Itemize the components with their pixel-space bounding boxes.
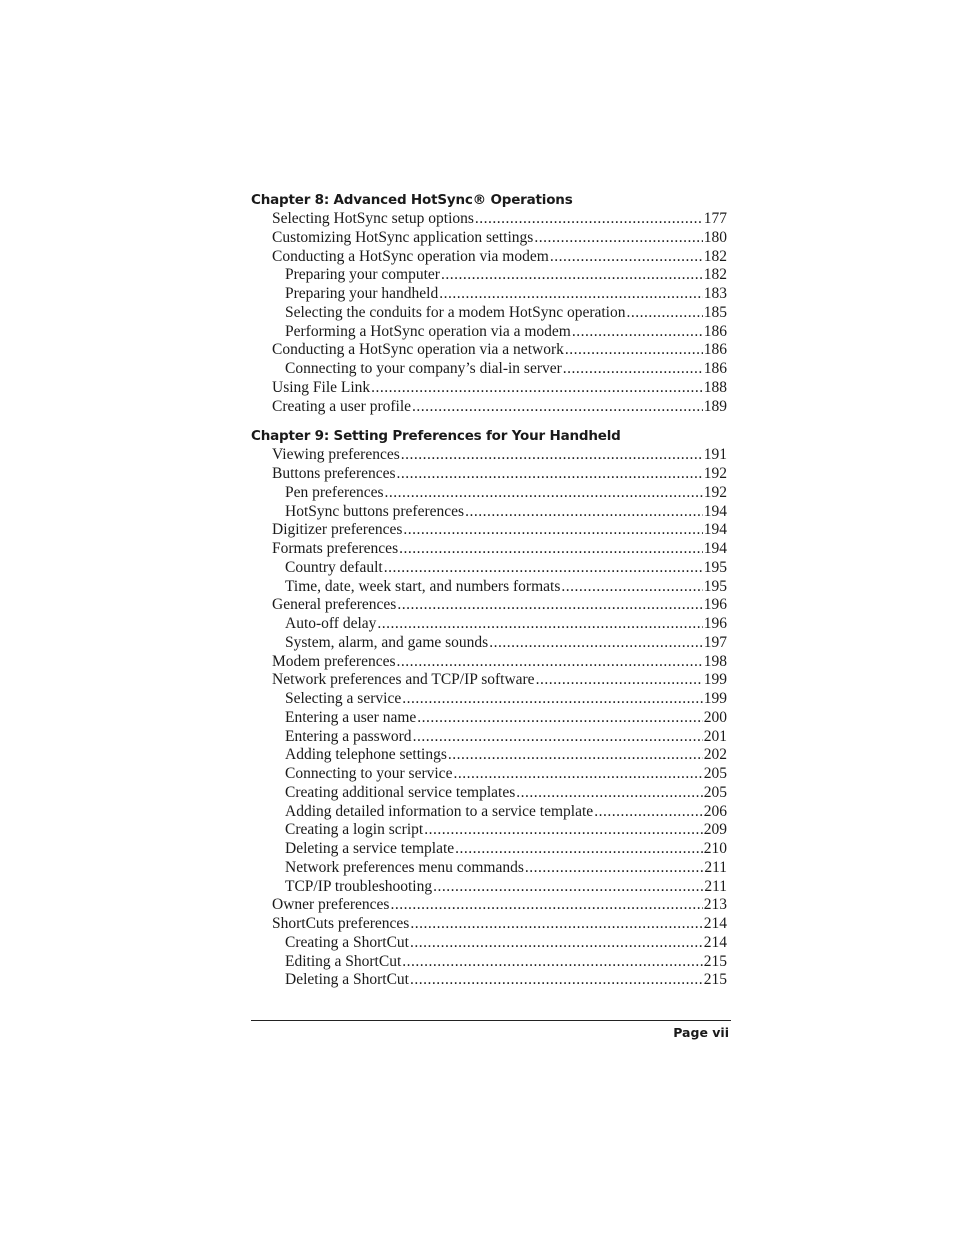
toc-entry-page: 201 bbox=[703, 727, 727, 745]
toc-entry-page: 180 bbox=[703, 228, 727, 246]
toc-entry-title: Creating a ShortCut bbox=[285, 933, 409, 951]
toc-entry-page: 213 bbox=[703, 896, 727, 914]
toc-entry-title: Deleting a service template bbox=[285, 840, 455, 857]
toc-entry-title: Pen preferences bbox=[285, 483, 384, 501]
dot-leader bbox=[410, 934, 703, 953]
chapter-section bbox=[251, 427, 727, 990]
toc-entry[interactable] bbox=[251, 304, 727, 323]
toc-entry[interactable] bbox=[251, 596, 727, 615]
toc-entry-page: 195 bbox=[703, 558, 727, 576]
table-of-contents bbox=[251, 191, 727, 990]
toc-entry-title: Preparing your handheld bbox=[285, 285, 439, 302]
dot-leader bbox=[424, 821, 703, 840]
toc-entry-title: General preferences bbox=[272, 596, 397, 614]
dot-leader bbox=[371, 379, 703, 398]
toc-entry-page: 182 bbox=[703, 247, 727, 265]
toc-entry-title: Selecting a service bbox=[285, 690, 402, 707]
toc-entry[interactable] bbox=[251, 653, 727, 672]
toc-entry-title: Deleting a ShortCut bbox=[285, 971, 409, 989]
toc-entry-title: Adding detailed information to a service template bbox=[285, 802, 594, 820]
dot-leader bbox=[565, 341, 703, 360]
dot-leader bbox=[385, 484, 703, 503]
toc-entry-page: 210 bbox=[703, 840, 727, 857]
dot-leader bbox=[384, 559, 703, 578]
dot-leader bbox=[441, 266, 703, 285]
toc-entry-title: Network preferences and TCP/IP software bbox=[272, 671, 535, 689]
dot-leader bbox=[399, 540, 703, 559]
toc-entry-title: Owner preferences bbox=[272, 896, 390, 914]
toc-entry-page: 197 bbox=[703, 633, 727, 651]
toc-entry[interactable] bbox=[251, 341, 727, 360]
dot-leader bbox=[536, 671, 703, 690]
toc-entry[interactable] bbox=[251, 840, 727, 859]
toc-entry-title: Conducting a HotSync operation via modem bbox=[272, 247, 549, 265]
toc-entry-page: 200 bbox=[703, 708, 727, 726]
toc-entry[interactable] bbox=[251, 503, 727, 522]
toc-entry-title: Conducting a HotSync operation via a network bbox=[272, 341, 564, 359]
toc-entry[interactable] bbox=[251, 971, 727, 990]
toc-entry-title: Customizing HotSync application settings bbox=[272, 228, 534, 246]
toc-entry-page: 192 bbox=[703, 465, 727, 482]
toc-entry-title: HotSync buttons preferences bbox=[285, 502, 465, 520]
toc-entry-page: 195 bbox=[703, 577, 727, 595]
toc-entry[interactable] bbox=[251, 765, 727, 784]
toc-entry[interactable] bbox=[251, 578, 727, 597]
toc-entry-page: 215 bbox=[703, 952, 727, 970]
toc-entry[interactable] bbox=[251, 540, 727, 559]
dot-leader bbox=[465, 503, 703, 522]
toc-entry-page: 194 bbox=[703, 502, 727, 520]
toc-entry-title: TCP/IP troubleshooting bbox=[285, 877, 433, 895]
toc-entry-page: 194 bbox=[703, 540, 727, 557]
toc-entry-title: Creating additional service templates bbox=[285, 783, 516, 801]
toc-entry-title: Connecting to your company’s dial-in server bbox=[285, 360, 562, 377]
dot-leader bbox=[534, 229, 702, 248]
chapter-heading: Chapter 9: Setting Preferences for Your Handheld bbox=[251, 428, 621, 445]
chapter-heading: Chapter 8: Advanced HotSync® Operations bbox=[251, 192, 573, 208]
toc-entry-page: 215 bbox=[703, 971, 727, 989]
toc-entry-title: Digitizer preferences bbox=[272, 521, 403, 539]
toc-entry[interactable] bbox=[251, 559, 727, 578]
toc-entry-page: 189 bbox=[703, 397, 727, 415]
toc-entry-title: Country default bbox=[285, 558, 383, 576]
toc-entry-page: 211 bbox=[704, 858, 727, 876]
dot-leader bbox=[550, 248, 703, 267]
toc-entry-title: Viewing preferences bbox=[272, 446, 400, 464]
dot-leader bbox=[413, 728, 703, 747]
toc-entry[interactable] bbox=[251, 446, 727, 465]
toc-entry[interactable] bbox=[251, 521, 727, 540]
dot-leader bbox=[397, 653, 703, 672]
toc-entry-title: Formats preferences bbox=[272, 540, 399, 557]
dot-leader bbox=[439, 285, 703, 304]
toc-entry-title: Auto-off delay bbox=[285, 615, 377, 632]
dot-leader bbox=[410, 915, 702, 934]
toc-entry-page: 199 bbox=[703, 671, 727, 689]
toc-entry-title: ShortCuts preferences bbox=[272, 915, 410, 932]
toc-entry-title: Creating a user profile bbox=[272, 397, 412, 415]
toc-entry-title: Entering a user name bbox=[285, 708, 417, 726]
toc-entry-page: 196 bbox=[703, 596, 727, 614]
page-number-footer: Page vii bbox=[673, 1025, 729, 1040]
chapter-section bbox=[251, 191, 727, 416]
toc-entry-page: 177 bbox=[703, 210, 727, 227]
toc-entry[interactable] bbox=[251, 934, 727, 953]
toc-entry[interactable] bbox=[251, 878, 727, 897]
dot-leader bbox=[448, 746, 703, 765]
toc-entry[interactable] bbox=[251, 360, 727, 379]
dot-leader bbox=[475, 210, 703, 229]
toc-entry-title: Creating a login script bbox=[285, 821, 424, 839]
dot-leader bbox=[401, 446, 703, 465]
toc-entry[interactable] bbox=[251, 728, 727, 747]
toc-entry[interactable] bbox=[251, 323, 727, 342]
toc-entry-page: 183 bbox=[703, 285, 727, 302]
toc-entry-title: Time, date, week start, and numbers formats bbox=[285, 577, 561, 595]
dot-leader bbox=[525, 859, 703, 878]
toc-entry[interactable] bbox=[251, 859, 727, 878]
toc-entry-title: Using File Link bbox=[272, 378, 371, 396]
toc-entry[interactable] bbox=[251, 266, 727, 285]
toc-entry[interactable] bbox=[251, 784, 727, 803]
toc-entry[interactable] bbox=[251, 379, 727, 398]
toc-entry-title: Connecting to your service bbox=[285, 765, 453, 782]
toc-entry-title: Network preferences menu commands bbox=[285, 858, 524, 876]
toc-entry-title: Modem preferences bbox=[272, 652, 396, 670]
toc-entry-title: System, alarm, and game sounds bbox=[285, 633, 489, 651]
toc-entry-page: 205 bbox=[703, 765, 727, 782]
dot-leader bbox=[403, 521, 702, 540]
dot-leader bbox=[455, 840, 703, 859]
dot-leader bbox=[397, 465, 703, 484]
toc-entry-title: Performing a HotSync operation via a modem bbox=[285, 322, 571, 340]
toc-entry-title: Editing a ShortCut bbox=[285, 952, 402, 970]
toc-entry[interactable] bbox=[251, 690, 727, 709]
dot-leader bbox=[453, 765, 702, 784]
dot-leader bbox=[572, 323, 703, 342]
toc-entry-page: 214 bbox=[703, 915, 727, 932]
toc-entry-page: 205 bbox=[703, 783, 727, 801]
toc-entry[interactable] bbox=[251, 915, 727, 934]
toc-entry-page: 192 bbox=[703, 483, 727, 501]
toc-entry-title: Entering a password bbox=[285, 727, 412, 745]
dot-leader bbox=[377, 615, 702, 634]
toc-entry-title: Preparing your computer bbox=[285, 266, 440, 284]
toc-entry[interactable] bbox=[251, 634, 727, 653]
dot-leader bbox=[402, 690, 703, 709]
toc-entry-page: 191 bbox=[703, 446, 727, 464]
toc-entry-page: 185 bbox=[703, 303, 727, 321]
dot-leader bbox=[402, 953, 703, 972]
toc-entry[interactable] bbox=[251, 615, 727, 634]
toc-entry[interactable] bbox=[251, 210, 727, 229]
toc-entry-title: Selecting the conduits for a modem HotSync operation bbox=[285, 303, 626, 321]
toc-entry[interactable] bbox=[251, 821, 727, 840]
toc-entry[interactable] bbox=[251, 671, 727, 690]
toc-entry-title: Adding telephone settings bbox=[285, 746, 447, 764]
toc-entry-page: 202 bbox=[703, 746, 727, 764]
dot-leader bbox=[410, 971, 703, 990]
toc-entry-page: 188 bbox=[703, 378, 727, 396]
dot-leader bbox=[563, 360, 703, 379]
toc-entry-page: 186 bbox=[703, 341, 727, 359]
toc-entry-title: Buttons preferences bbox=[272, 465, 396, 482]
dot-leader bbox=[489, 634, 703, 653]
dot-leader bbox=[627, 304, 703, 323]
toc-entry-page: 186 bbox=[703, 322, 727, 340]
toc-entry-page: 198 bbox=[703, 652, 727, 670]
dot-leader bbox=[417, 709, 702, 728]
toc-entry-page: 196 bbox=[703, 615, 727, 632]
toc-entry-page: 186 bbox=[703, 360, 727, 377]
toc-entry[interactable] bbox=[251, 803, 727, 822]
toc-entry[interactable] bbox=[251, 285, 727, 304]
dot-leader bbox=[390, 896, 702, 915]
footer-rule bbox=[251, 1020, 731, 1021]
dot-leader bbox=[412, 398, 703, 417]
toc-entry[interactable] bbox=[251, 248, 727, 267]
toc-entry-page: 206 bbox=[703, 802, 727, 820]
dot-leader bbox=[594, 803, 703, 822]
toc-entry-page: 199 bbox=[703, 690, 727, 707]
toc-entry-page: 211 bbox=[704, 877, 727, 895]
toc-entry[interactable] bbox=[251, 484, 727, 503]
toc-entry-page: 182 bbox=[703, 266, 727, 284]
toc-entry[interactable] bbox=[251, 465, 727, 484]
dot-leader bbox=[516, 784, 702, 803]
dot-leader bbox=[561, 578, 702, 597]
toc-entry[interactable] bbox=[251, 896, 727, 915]
toc-entry[interactable] bbox=[251, 229, 727, 248]
toc-entry-page: 214 bbox=[703, 933, 727, 951]
chapter-list bbox=[251, 191, 727, 990]
dot-leader bbox=[397, 596, 702, 615]
toc-entry[interactable] bbox=[251, 953, 727, 972]
toc-entry-page: 194 bbox=[703, 521, 727, 539]
toc-entry-title: Selecting HotSync setup options bbox=[272, 210, 474, 227]
toc-entry[interactable] bbox=[251, 709, 727, 728]
toc-entry-page: 209 bbox=[703, 821, 727, 839]
toc-entry[interactable] bbox=[251, 398, 727, 417]
toc-entry[interactable] bbox=[251, 746, 727, 765]
dot-leader bbox=[433, 878, 703, 897]
